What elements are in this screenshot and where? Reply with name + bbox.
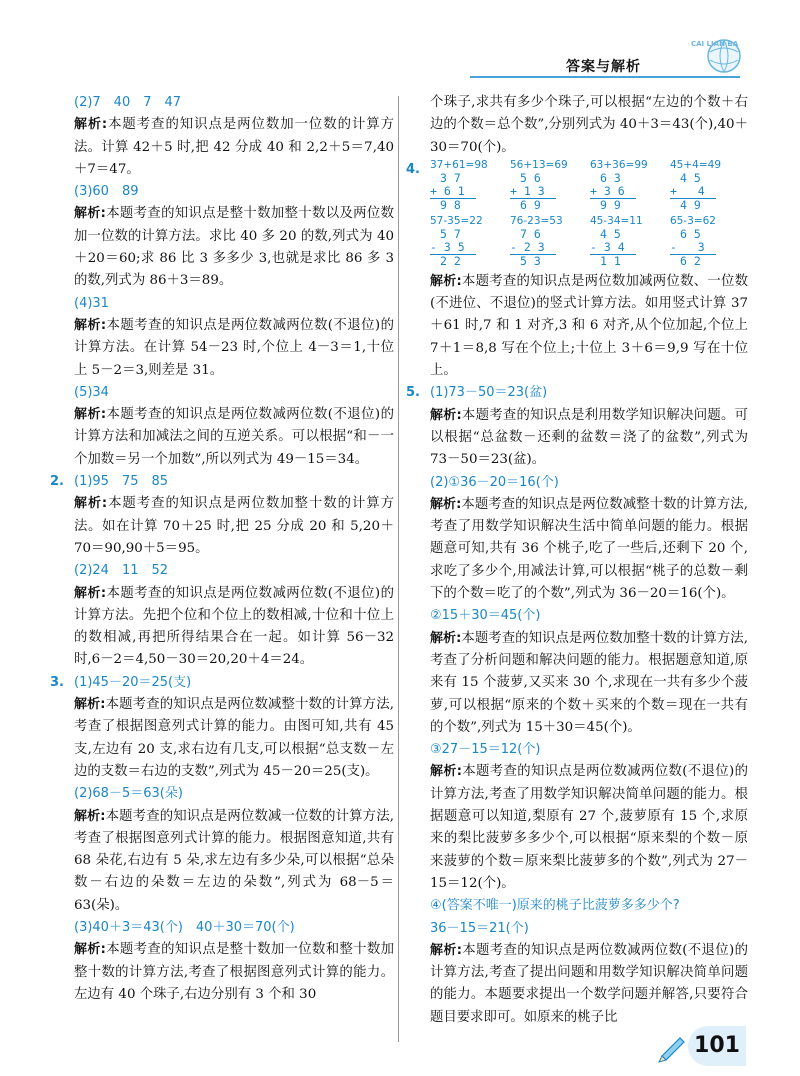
top-operand: 6 3 [600,170,621,185]
answer-text: 36－15＝21(个) [430,920,529,936]
answer-line [50,181,394,203]
equation: 45-34=11 [590,214,643,227]
operator: - [430,239,437,254]
answer-line [406,472,748,494]
bottom-operand-row [590,241,668,255]
top-operand: 4 5 [600,226,621,241]
explanation-label: 解析: [74,496,108,512]
explanation-text: 本题考查的知识点是两位数减一位数的计算方法,考查了根据图意列式计算的能力。根据图意知道,共有 68 朵花,右边有 5 朵,求左边有多少朵,可以根据“总朵数－右边的朵数＝左边的朵数”,列式为 68－5＝63(朵)。 [74,808,394,913]
explanation-label: 解析: [430,496,462,512]
equation: 37+61=98 [430,158,488,171]
result: 4 9 [680,197,701,212]
equation: 57-35=22 [430,214,483,227]
explanation [50,583,394,672]
column-divider [398,96,399,1042]
question-number [406,605,430,627]
explanation-label: 解析: [430,942,462,958]
answer-line [50,92,394,114]
answer-text: (4)31 [74,295,109,311]
bottom-operand-row [430,185,508,199]
result: 9 8 [440,197,461,212]
explanation [406,494,748,605]
answer-line [406,739,748,761]
explanation-text: 本题考查的知识点是两位数加减两位数、一位数(不进位、不退位)的竖式计算方法。如用竖式计算 37＋61 时,7 和 1 对齐,3 和 6 对齐,从个位加起,个位上 7＋1＝8,8 写在个位上;十位上 3＋6＝9,9 写在十位上。 [430,273,748,379]
answer-text: (1)45－20＝25(支) [74,674,192,690]
operator: - [670,239,677,254]
explanation [50,694,394,783]
vertical-calculation [430,159,508,215]
answer-text: (3)40＋3＝43(个) 40＋30＝70(个) [74,919,295,935]
question-number [50,181,74,203]
question-number [50,293,74,315]
operand-underline [510,241,556,255]
explanation [406,761,748,895]
explanation-label: 解析: [74,117,108,133]
bottom-operand-row [670,185,748,199]
question-number [50,917,74,939]
top-operand: 3 7 [440,170,461,185]
continued-explanation: 个珠子,求共有多少个珠子,可以根据“左边的个数＋右边的个数＝总个数”,分别列式为 40＋3＝43(个),40＋30＝70(个)。 [430,95,748,155]
explanation-label: 解析: [74,697,106,713]
equation: 76-23=53 [510,214,563,227]
explanation-label: 解析: [74,206,106,222]
question-number [50,560,74,582]
explanation-label: 解析: [430,764,462,780]
top-operand: 4 5 [680,170,701,185]
vertical-calculation [510,215,588,271]
operand-underline [590,185,636,199]
explanation-label: 解析: [74,808,106,824]
result: 6 9 [520,197,541,212]
explanation-text: 本题考查的知识点是整十数加整十数以及两位数加一位数的计算方法。求比 40 多 20 的数,列式为 40＋20＝60;求 86 比 3 多多少 3,也就是求比 86 多 3 的数,列式为 86＋3＝89。 [74,206,394,289]
explanation-text: 本题考查的知识点是两位数减整十数的计算方法,考查了根据图意列式计算的能力。由图可知,共有 45 支,左边有 20 支,求右边有几支,可以根据“总支数－左边的支数＝右边的支数”,列式为 45－20＝25(支)。 [74,697,394,779]
answer-text: (2)68－5＝63(朵) [74,786,183,802]
explanation-label: 解析: [430,407,462,423]
answer-text: ④(答案不唯一)原来的桃子比菠萝多多少个? [430,898,680,914]
answer-line [50,917,394,939]
operator: + [510,183,517,198]
top-operand: 7 6 [520,226,541,241]
vertical-calculation [590,215,668,271]
question-number: 4. [406,161,420,177]
explanation [50,493,394,560]
globe-logo-icon [688,30,748,86]
explanation-label: 解析: [74,317,107,333]
bottom-operand: 3 [683,239,705,254]
answer-text: (2)24 11 52 [74,563,169,579]
operand-underline [590,241,636,255]
explanation [50,114,394,181]
answer-text: (5)34 [74,384,109,400]
result: 6 2 [680,253,701,268]
left-column [50,92,394,1006]
operand-underline [430,185,476,199]
explanation [406,628,748,739]
bottom-operand: 3 4 [603,239,625,254]
q4-block [406,159,748,271]
answer-line [50,293,394,315]
explanation [406,405,748,472]
answer-line [406,895,748,917]
answer-text: (1)73－50＝23(盆) [430,385,548,401]
vertical-calculation [590,159,668,215]
equation: 45+4=49 [670,158,721,171]
bottom-operand-row [590,185,668,199]
operator: - [510,239,517,254]
explanation-text: 本题考查的知识点是整十数加一位数和整十数加整十数的计算方法,考查了根据图意列式计算的能力。左边有 40 个珠子,右边分别有 3 个和 30 [74,942,394,1002]
explanation [50,806,394,917]
right-column-body [406,271,748,1029]
bottom-operand-row [670,241,748,255]
equation: 63+36=99 [590,158,648,171]
explanation-text: 本题考查的知识点是两位数加一位数的计算方法。计算 42＋5 时,把 42 分成 40 和 2,2＋5＝7,40＋7＝47。 [74,117,394,177]
explanation-text: 本题考查的知识点是利用数学知识解决问题。可以根据“总盆数－还剩的盆数＝浇了的盆数”,列式为 73－50＝23(盆)。 [430,407,748,468]
explanation-text: 本题考查的知识点是两位数加整十数的计算方法。如在计算 70＋25 时,把 25 分成 20 和 5,20＋70＝90,90＋5＝95。 [74,496,394,556]
question-number [50,92,74,114]
bottom-operand: 3 5 [443,239,465,254]
top-operand: 5 6 [520,170,541,185]
answer-text: ②15＋30＝45(个) [430,608,541,624]
pencil-icon [654,1028,690,1064]
explanation-text: 本题考查的知识点是两位数加整十数的计算方法,考查了分析问题和解决问题的能力。根据题意知道,原来有 15 个菠萝,又买来 30 个,求现在一共有多少个菠萝,可以根据“原来的个数＋买来的个数＝现在一共有的个数”,列式为 15＋30＝45(个)。 [430,630,748,735]
bottom-operand: 4 [683,183,705,198]
operator: + [430,183,437,198]
bottom-operand-row [430,241,508,255]
bottom-operand-row [510,241,588,255]
answer-line [406,605,748,627]
question-number: 2. [50,474,64,490]
answer-line [406,382,748,404]
bottom-operand-row [510,185,588,199]
question-number [50,382,74,404]
logo-text: CAI LIAN BA [691,40,739,48]
question-number [406,472,430,494]
question-number [406,918,430,940]
operand-underline [430,241,476,255]
answer-line [50,382,394,404]
operator: + [590,183,597,198]
bottom-operand: 3 6 [603,183,625,198]
question-number: 3. [50,674,64,690]
bottom-operand: 1 3 [523,183,545,198]
top-operand: 5 7 [440,226,461,241]
answer-line [50,471,394,493]
explanation-text: 本题考查的知识点是两位数减两位数(不退位)的计算方法,考查了提出问题和用数学知识解决简单问题的能力。本题要求提出一个数学问题并解答,只要符合题目要求即可。如原来的桃子比 [430,942,749,1025]
explanation-text: 本题考查的知识点是两位数减两位数(不退位)的计算方法。在计算 54－23 时,个位上 4－3＝1,十位上 5－2＝3,则差是 31。 [74,317,394,378]
explanation [50,315,394,382]
page-number: 101 [688,1026,746,1066]
explanation-label: 解析: [74,407,107,423]
vertical-calculation [430,215,508,271]
answer-line [50,783,394,805]
equation: 56+13=69 [510,158,568,171]
equation: 65-3=62 [670,214,716,227]
explanation-label: 解析: [74,585,107,601]
explanation [50,203,394,292]
explanation-label: 解析: [430,630,462,646]
answer-text: (2)7 40 7 47 [74,95,182,110]
explanation-text: 本题考查的知识点是两位数减两位数(不退位)的计算方法。先把个位和个位上的数相减,十位和十位上的数相减,再把所得结果合在一起。如计算 56－32 时,6－2＝4,50－30＝20,20＋4＝24。 [74,585,394,668]
answer-text: (3)60 89 [74,184,139,200]
answer-line [50,672,394,694]
answer-text: (2)①36－20＝16(个) [430,474,559,490]
answer-text: (1)95 75 85 [74,474,169,490]
explanation [50,404,394,471]
result: 1 1 [600,253,621,268]
operator: + [670,183,677,198]
vertical-calculation [510,159,588,215]
explanation-label: 解析: [430,273,462,289]
vertical-calculation [670,159,748,215]
answer-text: ③27－15＝12(个) [430,742,541,758]
vertical-calc-grid [430,159,748,271]
question-number [406,739,430,761]
vertical-calculation [670,215,748,271]
right-column [406,92,748,1029]
answer-line [50,560,394,582]
explanation [406,271,748,382]
operator: - [590,239,597,254]
explanation-text: 本题考查的知识点是两位数减两位数(不退位)的计算方法和加减法之间的互逆关系。可以根据“和－一个加数＝另一个加数”,所以列式为 49－15＝34。 [74,407,394,467]
explanation [406,940,748,1029]
result: 9 9 [600,197,621,212]
result: 5 3 [520,253,541,268]
explanation [50,939,394,1006]
question-number [50,783,74,805]
explanation-text: 本题考查的知识点是两位数减整十数的计算方法,考查了用数学知识解决生活中简单问题的能力。根据题意可知,共有 36 个桃子,吃了一些后,还剩下 20 个,求吃了多少个,用减法计算,可以根据“桃子的总数－剩下的个数＝吃了的个数”,列式为 36－20＝16(个)。 [430,496,748,602]
bottom-operand: 2 3 [523,239,545,254]
answer-line [406,918,748,940]
operand-underline [670,185,716,199]
explanation-label: 解析: [74,942,106,958]
question-number: 5. [406,385,420,401]
top-operand: 6 5 [680,226,701,241]
header-title: 答案与解析 [566,59,641,75]
operand-underline [670,241,716,255]
result: 2 2 [440,253,461,268]
explanation-text: 本题考查的知识点是两位数减两位数(不退位)的计算方法,考查了用数学知识解决简单问题的能力。根据题意可以知道,梨原有 27 个,菠萝原有 15 个,求原来的梨比菠萝多多少个,可以根据“原来梨的个数－原来菠萝的个数＝原来梨比菠萝多的个数”,列式为 27－15＝12(个)。 [430,764,749,891]
operand-underline [510,185,556,199]
bottom-operand: 6 1 [443,183,465,198]
question-number [406,895,430,917]
